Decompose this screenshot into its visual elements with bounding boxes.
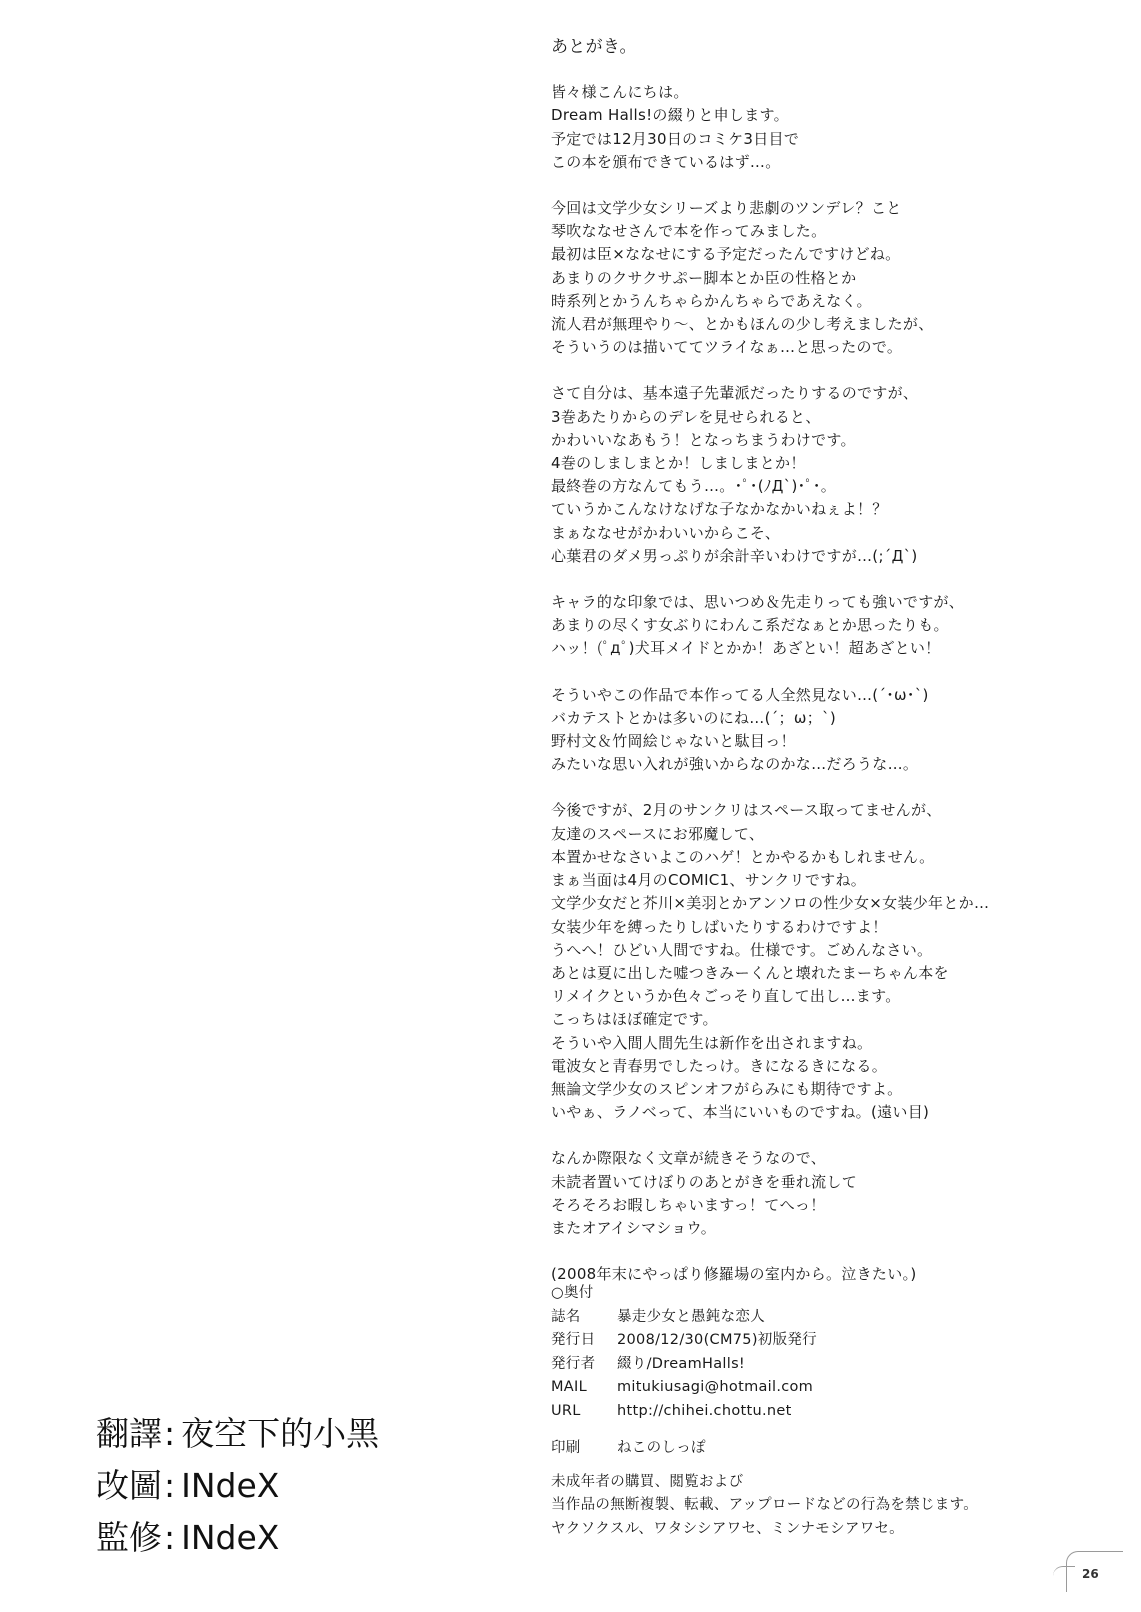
afterword-line: 流人君が無理やり～、とかもほんの少し考えましたが、 bbox=[551, 315, 934, 334]
afterword-section bbox=[551, 36, 1111, 1309]
afterword-line: 琴吹ななせさんで本を作ってみました。 bbox=[551, 222, 827, 241]
afterword-line: キャラ的な印象では、思いつめ＆先走りっても強いですが、 bbox=[551, 593, 965, 612]
credit-edit-value: INdeX bbox=[181, 1466, 280, 1505]
colophon-url-value: http://chihei.chottu.net bbox=[617, 1402, 792, 1419]
translation-credits bbox=[96, 1408, 379, 1564]
colophon-title-key: 誌名 bbox=[551, 1308, 581, 1325]
colophon-mail-value: mitukiusagi@hotmail.com bbox=[617, 1379, 814, 1395]
afterword-line: そういや入間人間先生は新作を出されますね。 bbox=[551, 1033, 873, 1052]
afterword-paragraph-about-book bbox=[551, 197, 1111, 359]
afterword-line: そういうのは描いててツライなぁ…と思ったので。 bbox=[551, 338, 903, 357]
afterword-line: あまりの尽くす女ぶりにわんこ系だなぁとか思ったりも。 bbox=[551, 616, 949, 635]
afterword-line: まぁななせがかわいいからこそ、 bbox=[551, 523, 781, 542]
afterword-line: 予定では12月30日のコミケ3日目で bbox=[551, 129, 800, 148]
afterword-line: 最初は臣×ななせにする予定だったんですけどね。 bbox=[551, 245, 901, 264]
colophon-publisher-row bbox=[551, 1353, 1111, 1377]
colophon-publisher-key: 発行者 bbox=[551, 1355, 596, 1372]
afterword-line: (2008年末にやっぱり修羅場の室内から。泣きたい。) bbox=[551, 1265, 917, 1284]
afterword-line: リメイクというか色々ごっそり直して出し…ます。 bbox=[551, 987, 901, 1006]
afterword-line: 皆々様こんにちは。 bbox=[551, 83, 689, 102]
afterword-line: 野村文＆竹岡絵じゃないと駄目っ！ bbox=[551, 732, 796, 751]
afterword-line: 4巻のしましまとか！しましまとか！ bbox=[551, 454, 806, 473]
page-number: 26 bbox=[1082, 1567, 1099, 1581]
colophon-printer-key: 印刷 bbox=[551, 1440, 581, 1456]
afterword-paragraph-character bbox=[551, 591, 1111, 661]
afterword-paragraph-closing bbox=[551, 1147, 1111, 1240]
afterword-line: そういやこの作品で本作ってる人全然見ない…(´･ω･`) bbox=[551, 685, 929, 704]
afterword-line: ていうかこんなけなげな子なかなかいねぇよ！？ bbox=[551, 500, 888, 519]
credit-separator: : bbox=[164, 1466, 176, 1505]
afterword-line: 本置かせなさいよこのハゲ！とかやるかもしれません。 bbox=[551, 847, 935, 866]
credit-edit-key: 改圖 bbox=[96, 1466, 162, 1505]
afterword-line: またオアイシマショウ。 bbox=[551, 1218, 717, 1237]
colophon-notice-line: ヤクソクスル、ワタシシアワセ、ミンナモシアワセ。 bbox=[551, 1520, 904, 1537]
afterword-line: Dream Halls!の綴りと申します。 bbox=[551, 106, 789, 125]
afterword-paragraph-fandom bbox=[551, 684, 1111, 777]
credit-supervision-key: 監修 bbox=[96, 1518, 162, 1557]
credit-separator: : bbox=[164, 1518, 176, 1557]
afterword-line: この本を頒布できているはず…。 bbox=[551, 152, 781, 171]
afterword-line: さて自分は、基本遠子先輩派だったりするのですが、 bbox=[551, 384, 919, 403]
colophon-url-key: URL bbox=[551, 1402, 581, 1419]
credit-separator: : bbox=[164, 1414, 176, 1453]
colophon-date-value: 2008/12/30(CM75)初版発行 bbox=[617, 1332, 817, 1348]
colophon-notice-line: 当作品の無断複製、転載、アップロードなどの行為を禁じます。 bbox=[551, 1497, 979, 1513]
credit-supervision-row bbox=[96, 1512, 379, 1564]
afterword-line: 時系列とかうんちゃらかんちゃらであえなく。 bbox=[551, 291, 872, 310]
afterword-line: ハッ！(ﾟдﾟ)犬耳メイドとかか！あざとい！超あざとい！ bbox=[551, 639, 941, 658]
afterword-line: かわいいなあもう！となっちまうわけです。 bbox=[551, 430, 856, 449]
afterword-heading: あとがき。 bbox=[551, 37, 637, 57]
afterword-line: バカテストとかは多いのにね…(´；ω；`) bbox=[551, 708, 836, 727]
afterword-line: あとは夏に出した嘘つきみーくんと壊れたまーちゃん本を bbox=[551, 963, 949, 982]
afterword-line: なんか際限なく文章が続きそうなので、 bbox=[551, 1149, 827, 1168]
afterword-line: みたいな思い入れが強いからなのかな…だろうな…。 bbox=[551, 755, 919, 774]
credit-translation-key: 翻譯 bbox=[96, 1414, 162, 1453]
afterword-line: 今後ですが、2月のサンクリはスペース取ってませんが、 bbox=[551, 801, 942, 820]
afterword-line: 電波女と青春男でしたっけ。きになるきになる。 bbox=[551, 1056, 888, 1075]
colophon-printer-row bbox=[551, 1437, 1111, 1461]
colophon-publisher-value: 綴り/DreamHalls! bbox=[617, 1355, 746, 1372]
colophon-mail-row bbox=[551, 1376, 1111, 1400]
afterword-line: 心葉君のダメ男っぷりが余計辛いわけですが…(;´Д`) bbox=[551, 546, 918, 565]
credit-translation-row bbox=[96, 1408, 379, 1460]
afterword-line: 友達のスペースにお邪魔して、 bbox=[551, 824, 765, 843]
afterword-line: 無論文学少女のスピンオフがらみにも期待ですよ。 bbox=[551, 1079, 903, 1098]
colophon-date-row bbox=[551, 1329, 1111, 1353]
colophon-date-key: 発行日 bbox=[551, 1332, 596, 1348]
credit-translation-value: 夜空下的小黑 bbox=[181, 1414, 380, 1453]
colophon-title-row bbox=[551, 1306, 1111, 1330]
afterword-paragraph-preferences bbox=[551, 382, 1111, 568]
afterword-line: 今回は文学少女シリーズより悲劇のツンデレ？こと bbox=[551, 199, 902, 218]
afterword-line: 3巻あたりからのデレを見せられると、 bbox=[551, 407, 821, 426]
colophon-notice-line: 未成年者の購買、閲覧および bbox=[551, 1473, 744, 1490]
afterword-paragraph-greeting bbox=[551, 81, 1111, 174]
colophon-heading: ○奥付 bbox=[551, 1285, 594, 1301]
afterword-line: こっちはほぼ確定です。 bbox=[551, 1010, 718, 1029]
afterword-line: うへへ！ひどい人間ですね。仕様です。ごめんなさい。 bbox=[551, 940, 933, 959]
credit-supervision-value: INdeX bbox=[181, 1518, 280, 1557]
colophon-section bbox=[551, 1282, 1111, 1541]
afterword-line: まぁ当面は4月のCOMIC1、サンクリですね。 bbox=[551, 871, 867, 890]
afterword-line: 女装少年を縛ったりしばいたりするわけですよ！ bbox=[551, 917, 888, 936]
colophon-printer-value: ねこのしっぽ bbox=[617, 1440, 706, 1456]
afterword-line: そろそろお暇しちゃいますっ！てへっ！ bbox=[551, 1195, 826, 1214]
afterword-line: 文学少女だと芥川×美羽とかアンソロの性少女×女装少年とか… bbox=[551, 894, 990, 913]
afterword-line: いやぁ、ラノベって、本当にいいものですね。(遠い目) bbox=[551, 1103, 930, 1122]
credit-edit-row bbox=[96, 1460, 379, 1512]
colophon-mail-key: MAIL bbox=[551, 1379, 587, 1395]
colophon-spacer bbox=[551, 1461, 1111, 1471]
colophon-url-row bbox=[551, 1400, 1111, 1424]
colophon-title-value: 暴走少女と愚鈍な恋人 bbox=[617, 1308, 765, 1325]
afterword-line: あまりのクサクサぷー脚本とか臣の性格とか bbox=[551, 268, 857, 287]
colophon-spacer bbox=[551, 1423, 1111, 1437]
afterword-paragraph-plans bbox=[551, 799, 1111, 1124]
afterword-line: 未読者置いてけぼりのあとがきを垂れ流して bbox=[551, 1172, 858, 1191]
afterword-line: 最終巻の方なんてもう…。･ﾟ･(ﾉД`)･ﾟ･。 bbox=[551, 477, 837, 496]
